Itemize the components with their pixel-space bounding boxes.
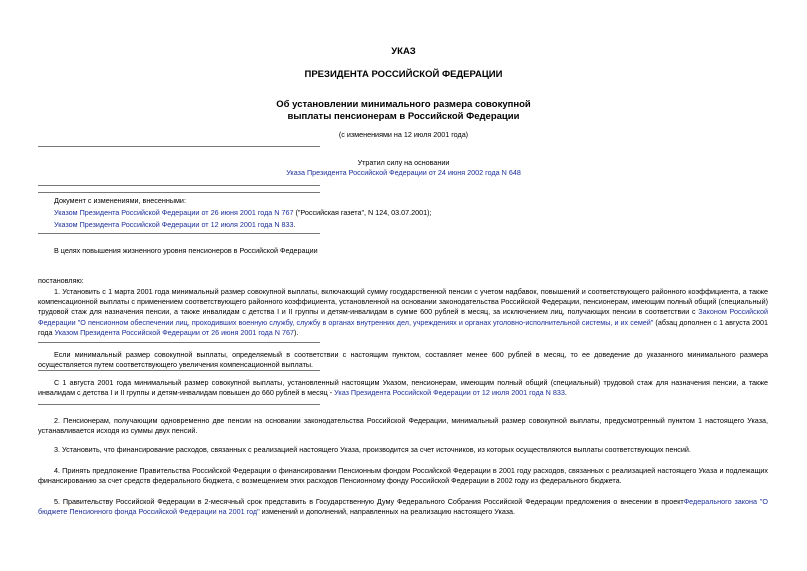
amendment-2-end: . (293, 220, 296, 230)
amendment-1-source: ("Российская газета", N 124, 03.07.2001); (293, 208, 432, 218)
paragraph-4: 2. Пенсионерам, получающим одновременно две пенсии на основании законодательства Российской Федерации, минимальный размер совокупной выплаты, предусмотренный пунктом 1 настоящего Указа, устанавливается исходя из суммы двух пенсий. (38, 416, 768, 436)
decree-833-link[interactable]: Указ Президента Российской Федерации от 12 июля 2001 года N 833 (334, 388, 565, 398)
document-subtitle (0, 99, 807, 123)
document-issuer: ПРЕЗИДЕНТА РОССИЙСКОЙ ФЕДЕРАЦИИ (304, 69, 503, 80)
subtitle-line-2: выплаты пенсионерам в Российской Федерации (287, 111, 520, 122)
paragraph-6: 4. Принять предложение Правительства Российской Федерации о финансировании Пенсионным фондом Российской Федерации в 2001 году расходов, связанных с реализацией настоящего Указа и подлежащих финансированию за счет средств федерального бюджета, с возмещением этих расходов Пенсионному фонду Российской Федерации в 2002 году из федерального бюджета. (38, 466, 768, 486)
paragraph-1-text: 1. Установить с 1 марта 2001 года минимальный размер совокупной выплаты, включающий сумму государственной пенсии с учетом надбавок, повышений и соответствующего районного коэффициента, а также компенсационной выплаты с применением соответствующего районного коэффициента, установленной на основании законодательства Российской Федерации, пенсионерам, имеющим полный общий (специальный) трудовой стаж для назначения пенсии, а также инвалидам с детства I и II группы и детям-инвалидам в сумме 600 рублей в месяц, за исключением лиц, получающих пенсии в соответствии с (38, 287, 768, 317)
divider (38, 404, 320, 405)
amendments-intro: Документ с изменениями, внесенными: (54, 196, 186, 205)
divider (38, 342, 320, 343)
amendment-link-2[interactable]: Указом Президента Российской Федерации от 12 июля 2001 года N 833 (54, 220, 294, 230)
lost-force-note: Утратил силу на основании (357, 158, 450, 167)
subtitle-line-1: Об установлении минимального размера совокупной (276, 99, 531, 110)
paragraph-1 (38, 287, 768, 338)
lost-force-link[interactable]: Указа Президента Российской Федерации от 24 июня 2002 года N 648 (286, 168, 521, 177)
paragraph-3-text: С 1 августа 2001 года минимальный размер совокупной выплаты, установленный настоящим Указом, пенсионерам, имеющим полный общий (специальный) трудовой стаж для назначения пенсии, а также инвалидам с детства I и II группы и детям-инвалидам повышен до 660 рублей в месяц - (38, 378, 768, 398)
paragraph-2: Если минимальный размер совокупной выплаты, определяемый в соответствии с настоящим пунктом, составляет менее 600 рублей в месяц, то ее доведение до указанного минимального размера осуществляется путем соответствующего увеличения компенсационной выплаты. (38, 350, 768, 370)
decree-767-link[interactable]: Указом Президента Российской Федерации от 26 июня 2001 года N 767 (54, 327, 294, 337)
paragraph-7 (38, 497, 768, 517)
paragraph-5: 3. Установить, что финансирование расходов, связанных с реализацией настоящего Указа, производится за счет источников, из которых осуществляются выплаты соответствующих пенсий. (54, 445, 691, 454)
paragraph-1-mid: (абзац дополнен с 1 августа 2001 года (38, 317, 768, 337)
amendments-block (54, 196, 768, 231)
law-link[interactable]: Законом Российской Федерации "О пенсионном обеспечении лиц, проходивших военную службу, службу в органах внутренних дел, учреждениях и органах уголовно-исполнительной системы, и их семей" (38, 307, 768, 327)
divider (38, 370, 320, 371)
paragraph-3-end: . (564, 388, 567, 398)
preamble: В целях повышения жизненного уровня пенсионеров в Российской Федерации (54, 246, 318, 255)
amendment-link-1[interactable]: Указом Президента Российской Федерации от 26 июня 2001 года N 767 (54, 208, 294, 218)
divider (38, 233, 320, 234)
paragraph-7-text: 5. Правительству Российской Федерации в 2-месячный срок представить в Государственную Думу Федерального Собрания Российской Федерации предложения о внесении в проект (54, 497, 684, 506)
changes-note: (с изменениями на 12 июля 2001 года) (338, 130, 469, 139)
decree-word: постановляю: (38, 276, 84, 285)
divider (38, 185, 320, 186)
budget-law-link[interactable]: Федерального закона "О бюджете Пенсионного фонда Российской Федерации на 2001 год" (38, 497, 768, 517)
divider (38, 146, 320, 147)
paragraph-3 (38, 378, 768, 398)
paragraph-1-end: ). (293, 327, 299, 337)
document-title: УКАЗ (391, 46, 416, 57)
divider (38, 192, 320, 193)
paragraph-7-end: изменений и дополнений, направленных на реализацию настоящего Указа. (259, 507, 516, 517)
